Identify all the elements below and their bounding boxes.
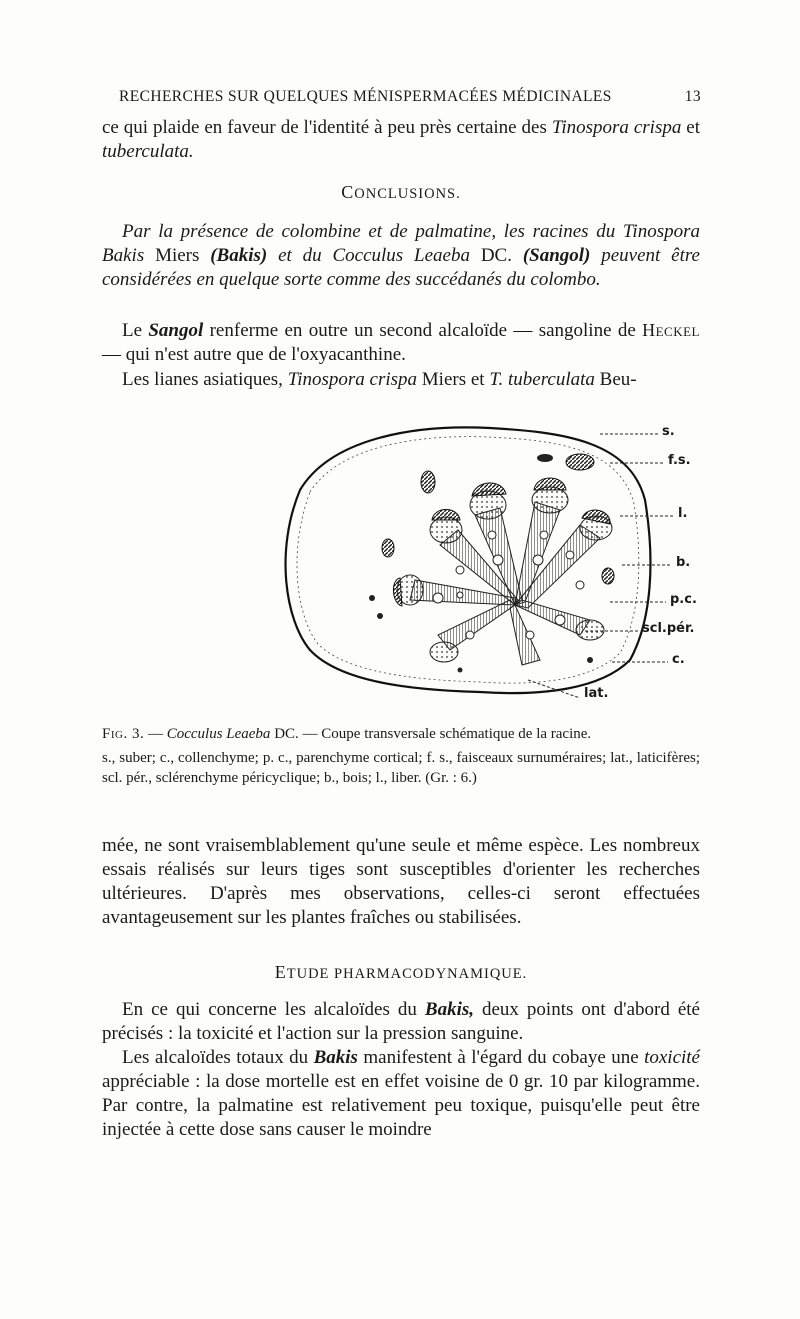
text: Beu-	[594, 369, 637, 390]
text: toxicité	[644, 1047, 700, 1068]
running-head-title: RECHERCHES SUR QUELQUES MÉNISPERMACÉES MÉDICINALES	[119, 88, 612, 105]
paragraph-6	[102, 998, 700, 1046]
text: Sangol	[148, 320, 204, 341]
text: et du Cocculus Leaeba	[267, 245, 481, 266]
label-l: l.	[678, 506, 688, 521]
heading-initial: E	[274, 962, 287, 982]
text: Tinospora crispa	[287, 369, 418, 390]
paragraph-5: mée, ne sont vraisemblablement qu'une seule et même espèce. Les nombreux essais réalisés sur leurs tiges sont susceptibles d'orienter les recherches ultérieures. D'après mes observations, celles-ci seront effectuées avantageusement sur les plantes fraîches ou stabilisées.	[102, 835, 700, 928]
paragraph-4	[102, 368, 700, 392]
text: — qui n'est autre que de l'oxyacanthine.	[102, 344, 406, 365]
paragraph-1	[102, 116, 700, 164]
heading-rest: TUDE PHARMACODYNAMIQUE.	[286, 966, 528, 982]
paragraph-7	[102, 1046, 700, 1142]
text: Bakis	[313, 1047, 358, 1068]
label-pc: p.c.	[670, 592, 697, 607]
caption-title	[102, 724, 700, 744]
text: appréciable : la dose mortelle est en effet voisine de 0 gr. 10 par kilogramme. Par contre, la palmatine est relativement peu toxique, puisqu'elle peut être injectée à cette dose sans causer le moindre	[102, 1071, 700, 1140]
text: En ce qui concerne les alcaloïdes du	[122, 999, 425, 1020]
text: peuvent être considérées en quelque sorte comme des succédanés du colombo.	[102, 245, 700, 290]
text: Le	[122, 320, 149, 341]
text: tuberculata.	[102, 141, 194, 162]
figure-3	[260, 420, 700, 710]
text: Les lianes asiatiques,	[122, 369, 288, 390]
label-s: s.	[662, 424, 675, 439]
text: renferme en outre un second alcaloïde — sangoline de	[203, 320, 643, 341]
text: manifestent à l'égard du cobaye une	[357, 1047, 645, 1068]
conclusions-heading	[102, 182, 700, 203]
figure-caption	[102, 724, 700, 788]
label-c: c.	[672, 652, 685, 667]
label-lat: lat.	[584, 686, 609, 701]
text: Bakis,	[424, 999, 474, 1020]
text: et	[681, 117, 701, 138]
text: Miers	[155, 245, 211, 266]
etude-heading	[102, 962, 700, 983]
text: deux points ont d'abord été précisés : la toxicité et l'action sur la pression sanguine.	[102, 999, 700, 1044]
text: DC.	[480, 245, 523, 266]
text: Les alcaloïdes totaux du	[122, 1047, 314, 1068]
text: (Bakis)	[210, 245, 268, 266]
text: Heckel	[642, 320, 700, 340]
caption-legend: s., suber; c., collenchyme; p. c., parenchyme cortical; f. s., faisceaux surnuméraires; lat., laticifères; scl. pér., sclérenchyme péricyclique; b., bois; l., liber. (Gr. : 6.)	[102, 750, 700, 786]
text: Tinospora crispa	[551, 117, 682, 138]
label-sclper: scl.pér.	[642, 621, 695, 636]
text: Par la présence de colombine et de palmatine, les racines du Tinospora Bakis	[102, 221, 700, 266]
root-cross-section-drawing	[260, 420, 700, 710]
label-fs: f.s.	[668, 453, 691, 468]
text: —	[144, 726, 167, 742]
text: T. tuberculata	[489, 369, 595, 390]
paragraph-3	[102, 318, 700, 367]
label-b: b.	[676, 555, 691, 570]
fig-number: Fig. 3.	[102, 726, 145, 742]
species-name: Cocculus Leaeba	[166, 726, 271, 742]
paragraph-2	[102, 220, 700, 292]
page-number: 13	[684, 88, 701, 105]
text: Miers et	[417, 369, 490, 390]
heading-rest: ONCLUSIONS.	[354, 186, 461, 202]
text: DC. — Coupe transversale schématique de la racine.	[270, 726, 592, 742]
heading-initial: C	[341, 182, 355, 202]
text: ce qui plaide en faveur de l'identité à peu près certaine des	[102, 117, 552, 138]
running-head	[119, 88, 701, 106]
text: (Sangol)	[522, 245, 591, 266]
